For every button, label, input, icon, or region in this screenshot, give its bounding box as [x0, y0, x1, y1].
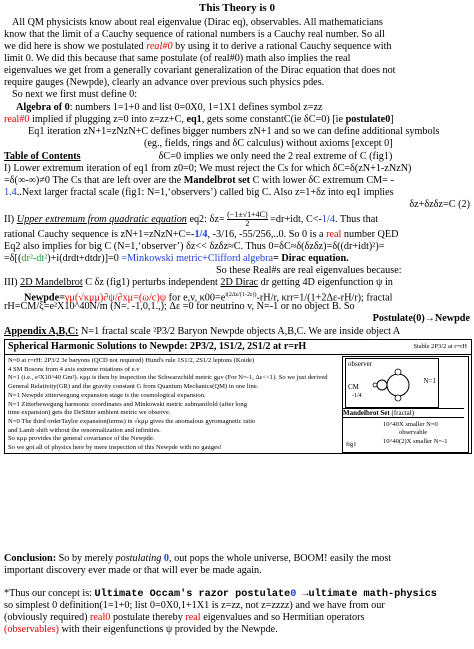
toc-line-13: rH=CM/ξ=e²X10^40N/m (N=. -1,0,1.,); Δε =0 for neutrino v, N=-1 or no object B. So: [4, 301, 355, 312]
toc-line-1: Table of Contents δC=0 implies we only need the 2 real extreme of C (fig1): [4, 151, 393, 162]
toc-line-5: δz+δzδz=C (2): [409, 199, 470, 210]
toc-line-12: Newpde=γμ(√κμμ)∂ψ/∂xμ=(ω/c)ψ for e,v, $\kappa 00=e^{i(2\Delta\varepsilon/(1-2\varepsilon))}-rH/r$, κrr=1/(1+2Δε-rH/r); fractal: [24, 292, 393, 304]
appendix-line: Appendix A,B,C: N=1 fractal scale ²P3/2 Baryon Newpde objects A,B,C. We are inside object A: [4, 326, 401, 337]
intro-line-1: All QM physicists know about real eigenvalue (Dirac eq), observables. All mathematicians: [12, 17, 383, 28]
box-line: General Relativity(GR) and the gravity constant G from Quantum Mechanics(QM) in one line.: [8, 383, 259, 391]
toc-line-3: =δ(∞-∞)≠0 The Cs that are left over are the Mandelbrot set C with lower δC extremum CM= -: [4, 175, 394, 186]
intro-line-6: require gauges (Newpde), clearly an advance over previous such physics pdes.: [4, 77, 325, 88]
footer-line-1: *Thus our concept is: Ultimate Occam's razor postulate0 →ultimate math-physics: [4, 588, 437, 600]
toc-heading: Table of Contents: [4, 151, 81, 162]
box-line: N=1 Newpde zitterwegung expansion stage is the cosmological expansion.: [8, 391, 206, 399]
conclusion-line-1: Conclusion: So by merely postulating 0, out pops the whole universe, BOOM! easily the most: [4, 553, 392, 564]
algebra-line-3: Eq1 iteration zN+1=zNzN+C defines bigger numbers zN+1 and so we can define additional symbols: [28, 126, 440, 137]
toc-line-4: 1.4..Next larger fractal scale (fig1: N=1,‘observers’) called big C. Also z=1+δz into eq1 implies: [4, 187, 394, 198]
page-title: This Theory is 0: [199, 2, 275, 14]
toc-line-11: III) 2D Mandelbrot C δz (fig1) perturbs independent 2D Dirac dr getting 4D eigenfunction ψ in: [4, 277, 393, 288]
box-line: time expansion) gets the DeSitter ambient metric we observe.: [8, 409, 171, 417]
fig1-label: fig1: [346, 441, 357, 448]
intro-line-5: eigenvalues we get from a generally covariant generalization of the Dirac equation that does not: [4, 65, 396, 76]
postulate-newpde: Postulate(0)→Newpde: [372, 313, 470, 324]
footer-line-2: so simplest 0 definition(1=1+0; list 0=0X0,1+1X1 is z=zz, not z=zzzz) and we have from our: [4, 600, 385, 611]
mandelbrot-shape: [370, 365, 420, 405]
fraction: $\frac{(-1\pm√1+4C)}{2}$: [227, 211, 268, 229]
footer-line-4: (observables) with their eigenfunctions ψ provided by the Newpde.: [4, 624, 278, 635]
box-line: N=0 The third orderTaylor expansion(terms) in √κμμ gives the anomalous gyromagnetic ratio: [8, 417, 256, 425]
fig1-diagram: [342, 356, 469, 453]
box-line: So we got all of physics here by mere inspection of this Newpde with no gauges!: [8, 444, 222, 451]
intro-line-7: So next we first must define 0:: [12, 89, 138, 100]
box-line: N=0 at r=rH: 2P3/2 3e baryons (QCD not required) Hund's rule 1S1/2, 2S1/2 leptons (Koide): [8, 357, 255, 364]
box-line: and Lamb shift without the renormalization and infinities.: [8, 426, 161, 434]
box-line: 4 SM Bosons from 4 axis extreme rotations of e.v: [8, 365, 140, 373]
intro-line-4: limit 0. We did this because that same postulate (of real#0) math also implies the real: [4, 53, 351, 64]
observer-frame: observer N=1 CM -1/4: [345, 358, 439, 408]
intro-line-2: know that the limit of a Cauchy sequence of rational numbers is a Cauchy real number. So all: [4, 29, 385, 40]
toc-line-10: So these Real#s are real eigenvalues because:: [216, 265, 402, 276]
real0-text: real#0: [146, 41, 173, 52]
box-line: N=1 (i.e., e²X10^40 Gm²). κμμ is then by inspection the Schwarzchild metric gμν (For N=-1, Δε<<1). So we just derived: [8, 374, 328, 382]
scale-nminus1: 10^40(2)X smaller N=-1: [383, 438, 448, 445]
intro-line-3: we did here is show we postulated real#0 by using it to derive a rational Cauchy sequence with: [4, 41, 392, 52]
spherical-harmonic-box: [4, 339, 472, 454]
toc-line-2: I) Lower extremum iteration of eq1 from z0=0; We must reject the Cs for which δC=δ(zN+1-zNzN): [4, 163, 412, 174]
box-header: Spherical Harmonic Solutions to Newpde: 2P3/2, 1S1/2, 2S1/2 at r=rH: [5, 340, 471, 355]
toc-line-9: =δ[(dr²-dt²)+i(drdt+dtdr)]=0 =Minkowski metric+Clifford algebra= Dirac equation.: [4, 253, 349, 264]
toc-line-6: II) Upper extremum from quadratic equation eq2: δz= $\frac{(-1\pm√1+4C)}{2}$ =dr+idt, C<-1/4. Thus that: [4, 211, 379, 229]
mandelbrot-label: Mandelbrot Set (fractal): [343, 408, 464, 418]
toc-line-8: Eq2 also implies for big C (N=1,‘observer’) δz<< δzδz≈C. Thus 0=δC≈δ(δzδz)=δ((dr+idt)²)=: [4, 241, 385, 252]
box-line: N=1 Zitterbewegung harmonic coordinates and Minkowski metric submanifold (after long: [8, 400, 248, 408]
algebra-line-4: (eg., fields, rings and δC calculus) without axioms [except 0]: [144, 138, 393, 149]
footer-line-3: (obviously required) real0 postulate thereby real eigenvalues and so Hermitian operators: [4, 612, 365, 623]
stable-label: Stable 2P3/2 at r=rH: [413, 343, 467, 350]
toc-line-7: rational Cauchy sequence is zN+1=zNzN+C=-1/4, -3/16, -55/256,..0. So 0 is a real number QED: [4, 229, 399, 240]
box-line: So κμμ provides the general covariance of the Newpde.: [8, 435, 155, 443]
scale-n0: 10^40X smaller N=0: [383, 421, 438, 428]
conclusion-line-2: important discovery ever made or that will ever be made again.: [4, 565, 262, 576]
algebra-line-2: real#0 implied if plugging z=0 into z=zz+C, eq1, gets some constantC(ie δC=0) [ie postulate0]: [4, 114, 394, 125]
observable-label: observable: [399, 429, 428, 436]
algebra-line-1: Algebra of 0: numbers 1=1+0 and list 0=0X0, 1=1X1 defines symbol z=zz: [16, 102, 323, 113]
